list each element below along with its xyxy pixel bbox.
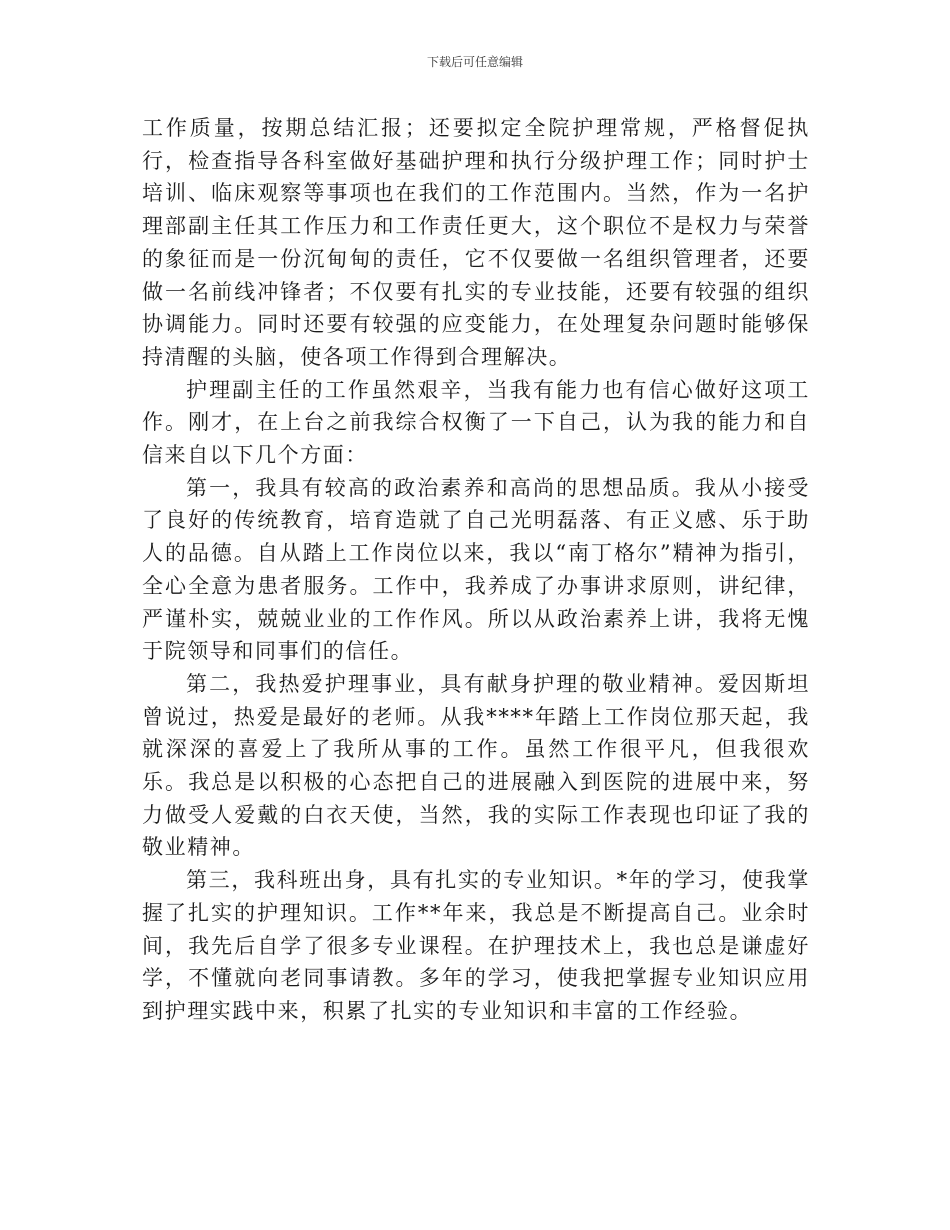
paragraph-4: 第二，我热爱护理事业，具有献身护理的敬业精神。爱因斯坦曾说过，热爱是最好的老师。从我****年踏上工作岗位那天起，我就深深的喜爱上了我所从事的工作。虽然工作很平凡，但我很欢乐。我总是以积极的心态把自己的进展融入到医院的进展中来，努力做受人爱戴的白衣天使，当然，我的实际工作表现也印证了我的敬业精神。 (142, 671, 810, 860)
page-header: 下载后可任意编辑 (426, 55, 523, 69)
paragraph-5: 第三，我科班出身，具有扎实的专业知识。*年的学习，使我掌握了扎实的护理知识。工作**年来，我总是不断提高自己。业余时间，我先后自学了很多专业课程。在护理技术上，我也总是谦虚好学，不懂就向老同事请教。多年的学习，使我把掌握专业知识应用到护理实践中来，积累了扎实的专业知识和丰富的工作经验。 (142, 868, 810, 1023)
paragraph-1: 工作质量，按期总结汇报；还要拟定全院护理常规，严格督促执行，检查指导各科室做好基础护理和执行分级护理工作；同时护士培训、临床观察等事项也在我们的工作范围内。当然，作为一名护理部副主任其工作压力和工作责任更大，这个职位不是权力与荣誉的象征而是一份沉甸甸的责任，它不仅要做一名组织管理者，还要做一名前线冲锋者；不仅要有扎实的专业技能，还要有较强的组织协调能力。同时还要有较强的应变能力，在处理复杂问题时能够保持清醒的头脑，使各项工作得到合理解决。 (142, 116, 810, 369)
paragraph-2: 护理副主任的工作虽然艰辛，当我有能力也有信心做好这项工作。刚才，在上台之前我综合权衡了一下自己，认为我的能力和自信来自以下几个方面： (142, 377, 810, 468)
paragraph-3: 第一，我具有较高的政治素养和高尚的思想品质。我从小接受了良好的传统教育，培育造就了自己光明磊落、有正义感、乐于助人的品德。自从踏上工作岗位以来，我以“南丁格尔”精神为指引，全心全意为患者服务。工作中，我养成了办事讲求原则，讲纪律，严谨朴实，兢兢业业的工作作风。所以从政治素养上讲，我将无愧于院领导和同事们的信任。 (142, 475, 810, 664)
document-body (142, 112, 810, 1028)
